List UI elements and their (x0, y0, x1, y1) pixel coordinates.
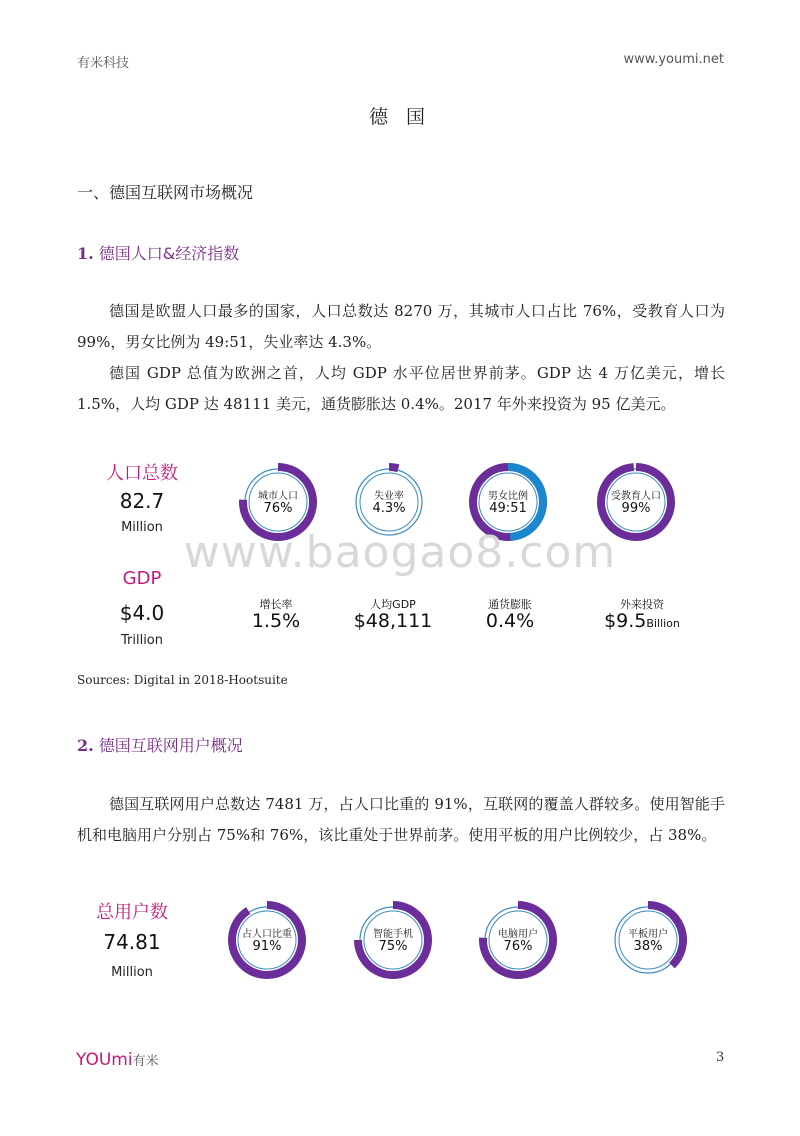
stat-number: 0.4% (485, 610, 535, 632)
page-number: 3 (716, 1050, 725, 1065)
header-url: www.youmi.net (623, 52, 724, 67)
ring-value: 38% (633, 939, 663, 954)
ring-chart (478, 900, 558, 980)
subsection-heading-2 (77, 733, 243, 756)
header-company: 有米科技 (77, 56, 130, 71)
users-label: 总用户数 (96, 902, 168, 923)
paragraph-users: 德国互联网用户总数达 7481 万，占人口比重的 91%，互联网的覆盖人群较多。使用智能手机和电脑用户分别占 75%和 76%，该比重处于世界前茅。使用平板的用户比例较少，占 38%。 (77, 795, 725, 844)
ring-value: 75% (378, 939, 408, 954)
ring-value: 99% (621, 501, 651, 516)
population-label: 人口总数 (106, 463, 178, 484)
gdp-label: GDP (122, 568, 162, 589)
stat-label: 通货膨胀 (488, 598, 532, 611)
ring-value: 76% (263, 501, 293, 516)
gdp-unit: Trillion (120, 633, 163, 648)
footer-logo (76, 1050, 159, 1070)
subsection-title: 德国人口&经济指数 (98, 244, 240, 263)
ring-label: 平板用户 (628, 929, 668, 940)
ring-value: 49:51 (489, 501, 527, 516)
stat-number: $48,111 (353, 610, 433, 632)
subsection-number: 2. (77, 736, 94, 755)
population-value: 82.7 (119, 489, 165, 513)
subsection-heading-1 (77, 241, 239, 264)
stat-value (343, 610, 443, 632)
ring-label: 男女比例 (488, 491, 528, 502)
stat-label: 人均GDP (370, 598, 416, 611)
subsection-number: 1. (77, 244, 94, 263)
users-value: 74.81 (103, 930, 161, 954)
ring-label: 电脑用户 (498, 929, 538, 940)
ring-value: 91% (252, 939, 282, 954)
stat-label: 增长率 (259, 598, 293, 611)
source-note: Sources: Digital in 2018-Hootsuite (77, 673, 288, 687)
ring-label: 占人口比重 (242, 929, 292, 940)
stat-label: 外来投资 (620, 598, 664, 611)
ring-chart (227, 900, 307, 980)
ring-chart (608, 900, 688, 980)
logo-cn: 有米 (132, 1054, 159, 1069)
ring-chart (353, 900, 433, 980)
gdp-value: $4.0 (119, 601, 165, 625)
stat-unit: Billion (646, 617, 680, 630)
paragraph-gdp: 德国 GDP 总值为欧洲之首，人均 GDP 水平位居世界前茅。GDP 达 4 万亿美元，增长 1.5%，人均 GDP 达 48111 美元，通货膨胀达 0.4%。2017 年外来投资为 95 亿美元。 (77, 364, 725, 413)
stat-value (592, 610, 692, 632)
ring-value: 76% (503, 939, 533, 954)
section-heading: 一、德国互联网市场概况 (77, 183, 254, 202)
ring-value: 4.3% (372, 501, 406, 516)
stat-number: $9.5 (604, 610, 647, 632)
page-title: 德 国 (368, 106, 432, 128)
ring-label: 失业率 (374, 491, 404, 502)
stat-value (226, 610, 326, 632)
subsection-title: 德国互联网用户概况 (98, 736, 243, 755)
users-unit: Million (111, 965, 153, 980)
ring-label: 智能手机 (373, 929, 413, 940)
watermark: www.baogao8.com (183, 527, 617, 578)
stat-number: 1.5% (251, 610, 301, 632)
stat-value (460, 610, 560, 632)
logo-text: YOUmi (76, 1050, 133, 1070)
ring-label: 受教育人口 (611, 491, 661, 502)
paragraph-population: 德国是欧盟人口最多的国家，人口总数达 8270 万，其城市人口占比 76%，受教育人口为 99%，男女比例为 49:51，失业率达 4.3%。 (77, 302, 725, 351)
ring-label: 城市人口 (258, 491, 298, 502)
population-unit: Million (121, 520, 163, 535)
ring-arc (389, 467, 398, 468)
